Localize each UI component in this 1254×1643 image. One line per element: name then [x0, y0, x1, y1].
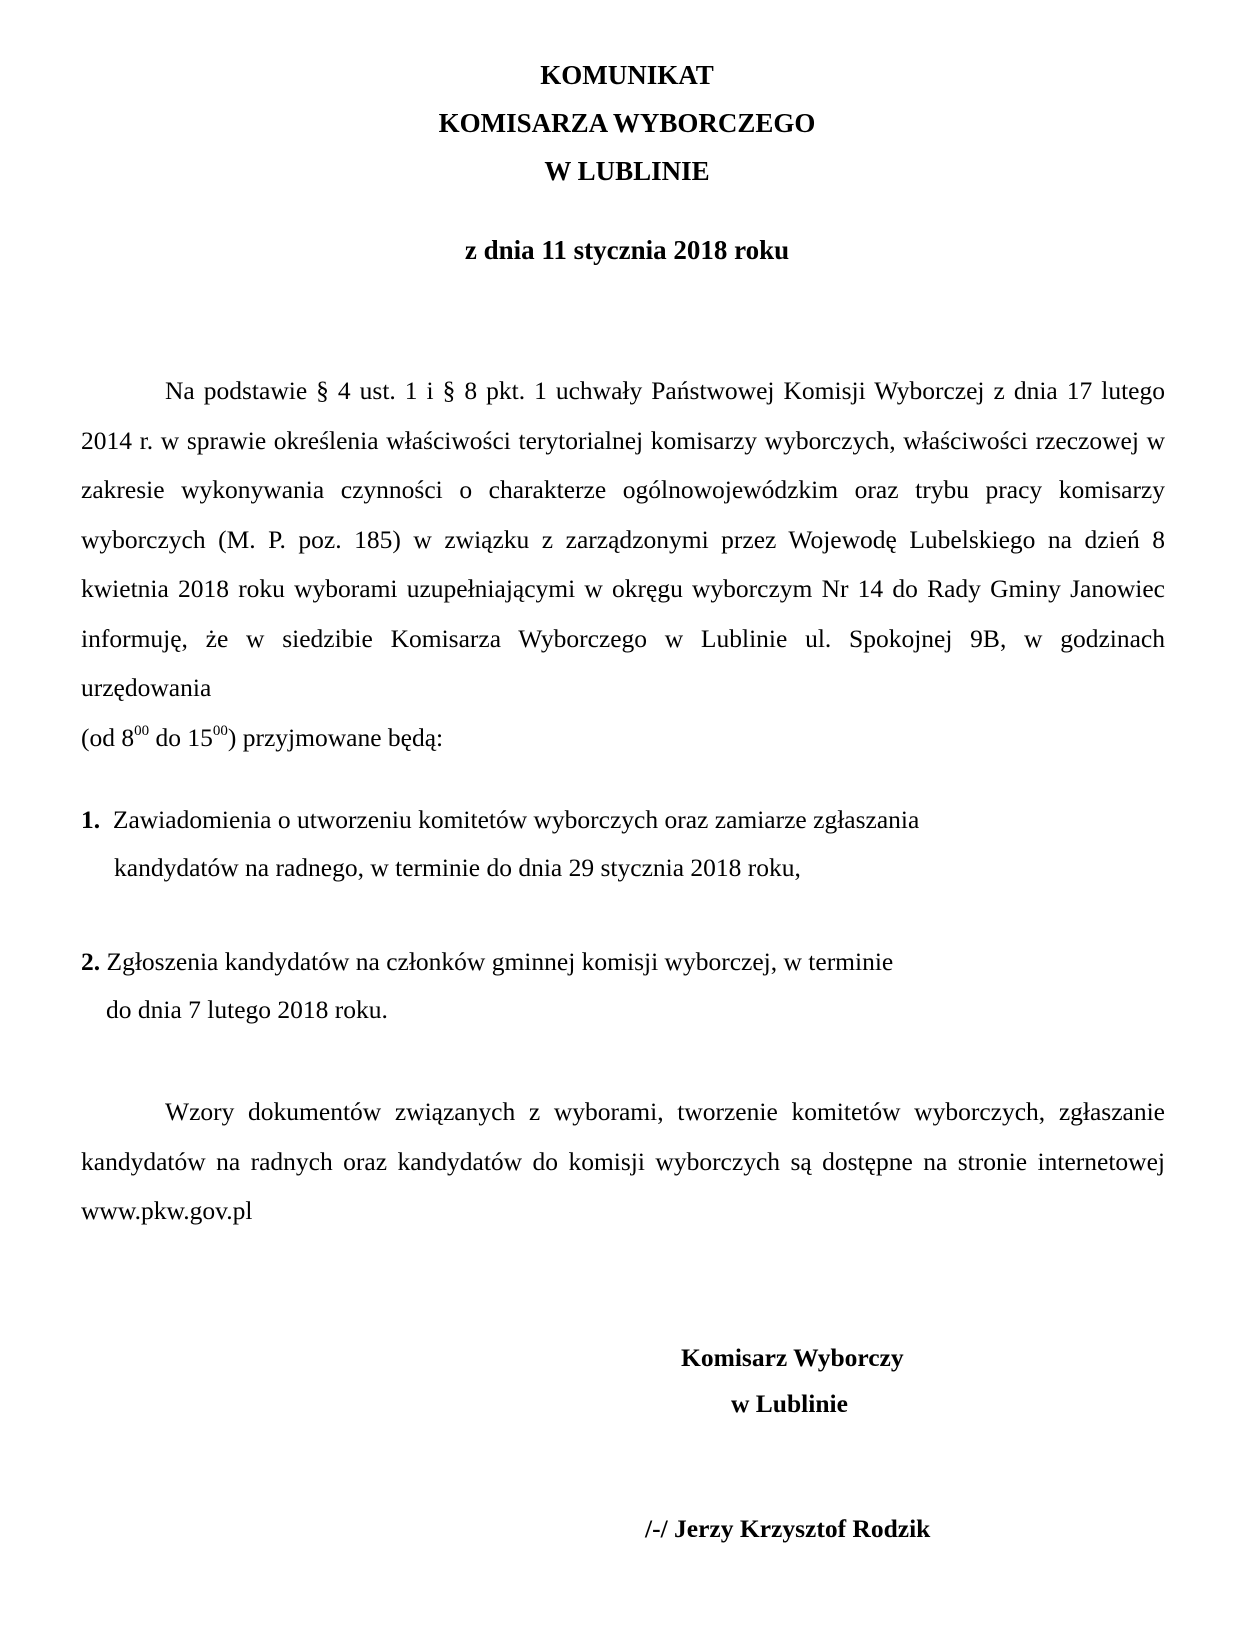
list-item-text: Zawiadomienia o utworzeniu komitetów wyborczych oraz zamiarze zgłaszania — [112, 805, 920, 834]
list-item-1-second-line: kandydatów na radnego, w terminie do dnia 29 stycznia 2018 roku, — [114, 853, 801, 882]
hours-middle: do 15 — [149, 722, 213, 752]
document-title: KOMUNIKAT — [540, 60, 714, 90]
intro-paragraph — [81, 366, 1165, 762]
list-item-2-first-line — [81, 947, 893, 977]
list-item-2-second-line: do dnia 7 lutego 2018 roku. — [106, 995, 388, 1024]
hours-suffix: ) przyjmowane będą: — [227, 722, 444, 752]
signature-location: w Lublinie — [731, 1389, 848, 1418]
intro-text: Na podstawie § 4 ust. 1 i § 8 pkt. 1 uchwały Państwowej Komisji Wyborczej z dnia 17 lutego 2014 r. w sprawie określenia właściwości terytorialnej komisarzy wyborczych, właściwości rzeczowej w zakresie wykonywania czynności o charakterze ogólnowojewódzkim oraz trybu pracy komisarzy wyborczych (M. P. poz. 185) w związku z zarządzonymi przez Wojewodę Lubelskiego na dzień 8 kwietnia 2018 roku wyborami uzupełniającymi w okręgu wyborczym Nr 14 do Rady Gminy Janowiec informuję, że w siedzibie Komisarza Wyborczego w Lublinie ul. Spokojnej 9B, w godzinach urzędowania — [81, 376, 1165, 702]
document-date: z dnia 11 stycznia 2018 roku — [464, 235, 790, 265]
office-hours-line — [81, 713, 1165, 763]
list-item-1-first-line — [81, 805, 919, 835]
hours-prefix: (od 8 — [81, 722, 135, 752]
hours-end-minutes: 00 — [212, 722, 228, 739]
hours-start-minutes: 00 — [134, 722, 150, 739]
document-issuer-location: W LUBLINIE — [544, 156, 710, 186]
list-item-text: Zgłoszenia kandydatów na członków gminnej komisji wyborczej, w terminie — [106, 947, 894, 976]
signature-title: Komisarz Wyborczy — [681, 1343, 904, 1372]
closing-text: Wzory dokumentów związanych z wyborami, tworzenie komitetów wyborczych, zgłaszanie kandydatów na radnych oraz kandydatów do komisji wyborczych są dostępne na stronie internetowej www.pkw.gov.pl — [81, 1097, 1165, 1225]
list-item-number: 1. — [81, 805, 101, 834]
list-item-number: 2. — [81, 947, 101, 976]
signature-name: /-/ Jerzy Krzysztof Rodzik — [645, 1514, 931, 1543]
document-issuer: KOMISARZA WYBORCZEGO — [438, 108, 816, 138]
closing-paragraph — [81, 1087, 1165, 1236]
